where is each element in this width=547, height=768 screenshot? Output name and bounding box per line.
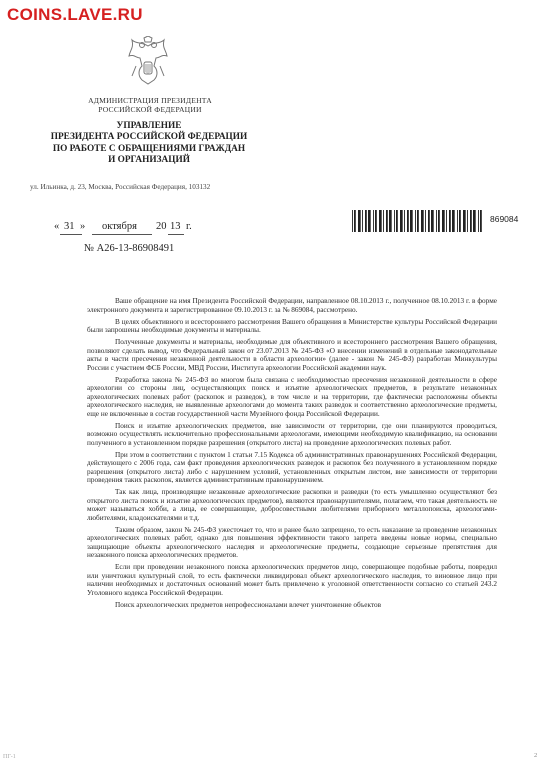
barcode-bar xyxy=(400,210,403,232)
date-open-quote: « xyxy=(54,221,60,232)
paragraph: Так как лица, производящие незаконные археологические раскопки и разведки (то есть умышленно осуществляют без открытого листа поиск и изъятие археологических предметов), являются правонарушителями, полагаем, что такая деятельность не может называться хобби, а лица, ее совершающие, добросовестными любителями приборного металлопоиска, археологами- любителями, кладоискателями и т.д. xyxy=(87,488,497,522)
barcode xyxy=(352,210,484,232)
double-headed-eagle-emblem xyxy=(128,36,168,88)
date-month: октября xyxy=(102,221,137,232)
year-underline xyxy=(168,234,184,235)
barcode-bar xyxy=(442,210,445,232)
site-watermark: COINS.LAVE.RU xyxy=(7,5,143,24)
date-year-suffix: 13 xyxy=(170,221,181,232)
barcode-bar xyxy=(415,210,416,232)
barcode-bar xyxy=(373,210,374,232)
barcode-bar xyxy=(368,210,371,232)
barcode-bar xyxy=(407,210,409,232)
barcode-bar xyxy=(478,210,479,232)
barcode-bar xyxy=(389,210,392,232)
barcode-bar xyxy=(358,210,361,232)
admin-line-2: РОССИЙСКОЙ ФЕДЕРАЦИИ xyxy=(98,105,202,114)
barcode-bar xyxy=(470,210,472,232)
barcode-bar xyxy=(459,210,461,232)
paragraph: Поиск археологических предметов непрофессионалами влечет уничтожение объектов xyxy=(115,600,382,609)
administration-heading xyxy=(70,96,230,114)
paragraph: Поиск и изъятие археологических предметов, вне зависимости от территории, где они планируются проводиться, возможно осуществлять исключительно профессиональными археологами, имеющими необходимую квалификацию, на основании полученного в установленном порядке разрешения (открытого листа) на проведение археологических полевых работ. xyxy=(87,421,497,447)
letter-body xyxy=(87,297,497,613)
barcode-bar xyxy=(404,210,405,232)
paragraph: В целях объективного и всестороннего рассмотрения Вашего обращения в Министерстве культуры Российской Федерации были запрошены необходимые документы и материалы. xyxy=(87,317,497,334)
barcode-bar xyxy=(421,210,424,232)
barcode-bar xyxy=(425,210,426,232)
barcode-bar xyxy=(457,210,458,232)
paragraph: Полученные документы и материалы, необходимые для объективного и всестороннего рассмотрения Вашего обращения, позволяют сделать вывод, что Федеральный закон от 23.07.2013 № 245-ФЗ «О внесении изменений в отдельные законодательные акты в части пресечения незаконной деятельности в области археологии» (далее - закон № 245-ФЗ) разработан Минкультуры России с участием ФСБ России, МВД России, Института археологии Российской академии наук. xyxy=(87,338,497,372)
barcode-bar xyxy=(436,210,437,232)
barcode-bar xyxy=(467,210,468,232)
barcode-bar xyxy=(383,210,384,232)
barcode-bar xyxy=(446,210,447,232)
paragraph: Ваше обращение на имя Президента Российской Федерации, направленное 08.10.2013 г., полученное 08.10.2013 г. в форме электронного документа и зарегистрированное 09.10.2013 г. за № 869084, рассмотрено. xyxy=(87,297,497,314)
date-day: 31 xyxy=(64,221,75,232)
barcode-bar xyxy=(379,210,382,232)
dept-line-1: УПРАВЛЕНИЕ xyxy=(116,121,182,131)
day-underline xyxy=(60,234,82,235)
dept-line-3: ПО РАБОТЕ С ОБРАЩЕНИЯМИ ГРАЖДАН xyxy=(52,143,246,154)
barcode-bar xyxy=(362,210,363,232)
paragraph: При этом в соответствии с пунктом 1 статьи 7.15 Кодекса об административных правонарушениях Российской Федерации, действующего с 2006 года, сам факт проведения археологических разведок и раскопок без полученного в установленном порядке разрешения (открытого листа) либо с нарушением условий, установленных открытым листом, вне зависимости от территории проведения таких раскопок, является административным правонарушением. xyxy=(87,450,497,484)
barcode-bar xyxy=(473,210,476,232)
barcode-bar xyxy=(375,210,377,232)
barcode-bar xyxy=(449,210,451,232)
footer-mark: ПГ-1 xyxy=(3,754,16,760)
dept-line-4: И ОРГАНИЗАЦИЙ xyxy=(108,154,190,165)
barcode-bar xyxy=(452,210,455,232)
barcode-bar xyxy=(386,210,388,232)
paragraph: Таким образом, закон № 245-ФЗ ужесточает то, что и ранее было запрещено, то есть наказание за проведение незаконных археологических полевых работ, однако для повышения эффективности такого запрета введены новые нормы, специально защищающие объекты археологического наследия и археологические предметы, создающие серьезные препятствия для незаконного поиска археологических предметов. xyxy=(87,525,497,559)
admin-line-1: АДМИНИСТРАЦИЯ ПРЕЗИДЕНТА xyxy=(88,96,212,105)
barcode-bar xyxy=(428,210,430,232)
barcode-bar xyxy=(463,210,466,232)
barcode-number: 869084 xyxy=(490,214,519,224)
barcode-bar xyxy=(417,210,419,232)
department-heading xyxy=(48,121,250,166)
registration-number: № А26-13-86908491 xyxy=(84,243,175,254)
barcode-bar xyxy=(365,210,367,232)
barcode-bar xyxy=(410,210,413,232)
barcode-bar xyxy=(352,210,353,232)
barcode-bar xyxy=(438,210,440,232)
barcode-bar xyxy=(431,210,434,232)
paragraph: Разработка закона № 245-ФЗ во многом была связана с необходимостью пресечения незаконной деятельности в сфере археологии со стороны лиц, осуществляющих поиск и изъятие археологических предметов, в результате незаконных археологических полевых работ (раскопок и разведок), в том числе и на территории, где фактически расположены объекты археологического наследия, не выявленные археологами до момента таких разведок и соответственно археологические предметы, еще не включенные в состав государственной части Музейного фонда Российской Федерации. xyxy=(87,375,497,418)
paragraph: Если при проведении незаконного поиска археологических предметов лицо, совершающее подобные работы, повредил или уничтожил культурный слой, то есть фактически ликвидировал объект археологического наследия, то виновное лицо при наличии необходимых и достаточных оснований может быть привлечено к уголовной ответственности согласно со статьей 243.2 Уголовного кодекса Российской Федерации. xyxy=(87,563,497,597)
dept-line-2: ПРЕЗИДЕНТА РОССИЙСКОЙ ФЕДЕРАЦИИ xyxy=(50,132,248,143)
page-number: 2 xyxy=(534,752,538,759)
date-close-quote: » xyxy=(80,221,86,232)
month-underline xyxy=(92,234,152,235)
barcode-bar xyxy=(480,210,482,232)
date-year-prefix: 20 xyxy=(156,221,167,232)
date-year-mark: г. xyxy=(186,221,192,232)
barcode-bar xyxy=(394,210,395,232)
postal-address: ул. Ильинка, д. 23, Москва, Российская Федерация, 103132 xyxy=(30,183,211,191)
barcode-bar xyxy=(354,210,356,232)
barcode-bar xyxy=(396,210,398,232)
